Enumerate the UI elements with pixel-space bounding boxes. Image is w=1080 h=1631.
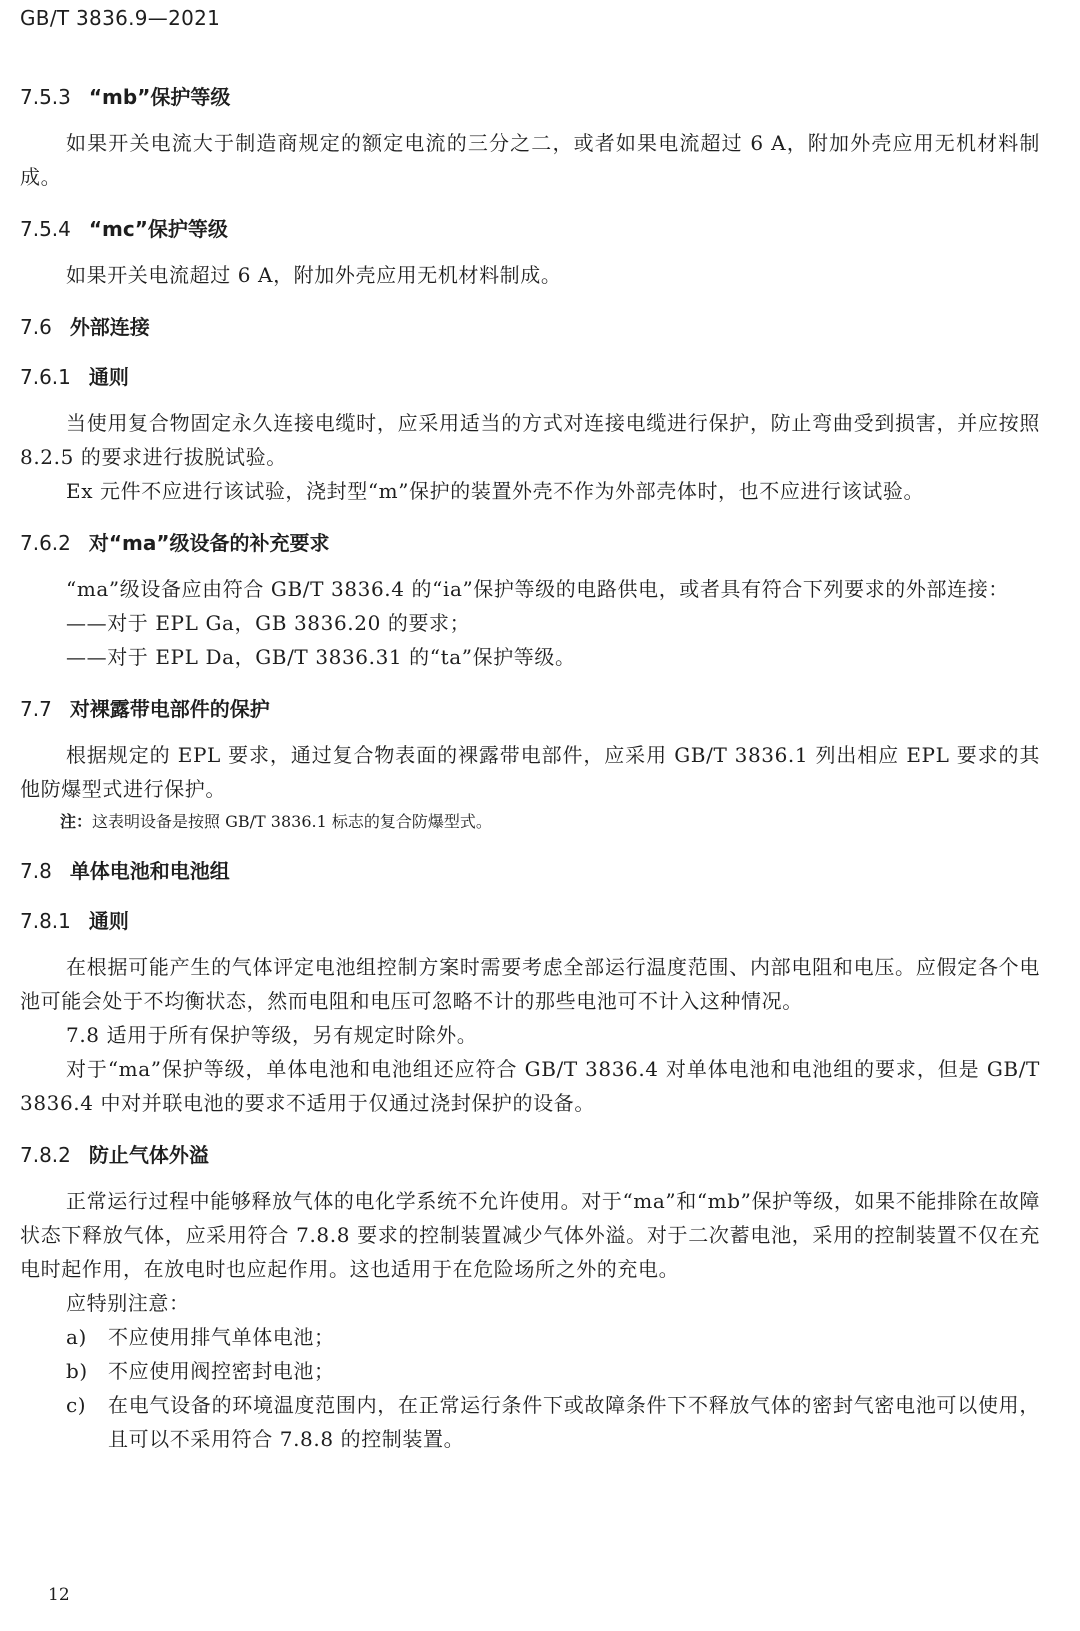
paragraph: 如果开关电流大于制造商规定的额定电流的三分之二，或者如果电流超过 6 A，附加外壳应用无机材料制成。 [20, 131, 1040, 189]
note [20, 808, 1040, 836]
paragraph: 7.8 适用于所有保护等级，另有规定时除外。 [66, 1023, 478, 1047]
section-heading [20, 312, 1040, 342]
section-title: 通则 [88, 365, 129, 389]
note-text: 这表明设备是按照 GB/T 3836.1 标志的复合防爆型式。 [92, 812, 492, 831]
paragraph: “ma”级设备应由符合 GB/T 3836.4 的“ia”保护等级的电路供电，或者具有符合下列要求的外部连接： [66, 577, 1009, 601]
list-item-marker: b) [66, 1359, 88, 1383]
section-number: 7.8 [20, 859, 52, 883]
page-number: 12 [48, 1585, 70, 1605]
standard-code: GB/T 3836.9—2021 [20, 6, 221, 30]
section-title: 通则 [88, 909, 129, 933]
section-title: 单体电池和电池组 [69, 859, 230, 883]
section-heading [20, 1140, 1040, 1170]
note-label: 注： [60, 812, 93, 831]
section-heading [20, 214, 1040, 244]
section-heading [20, 82, 1040, 112]
section-number: 7.6.1 [20, 365, 71, 389]
list-item [20, 1320, 1040, 1354]
section-number: 7.5.4 [20, 217, 71, 241]
list-item-text: 不应使用排气单体电池； [108, 1325, 335, 1349]
paragraph: 在根据可能产生的气体评定电池组控制方案时需要考虑全部运行温度范围、内部电阻和电压。应假定各个电池可能会处于不均衡状态，然而电阻和电压可忽略不计的那些电池可不计入这种情况。 [20, 955, 1040, 1013]
section-number: 7.5.3 [20, 85, 71, 109]
paragraph: 如果开关电流超过 6 A，附加外壳应用无机材料制成。 [66, 263, 562, 287]
section-title: 对裸露带电部件的保护 [69, 697, 270, 721]
paragraph: 根据规定的 EPL 要求，通过复合物表面的裸露带电部件，应采用 GB/T 3836.1 列出相应 EPL 要求的其他防爆型式进行保护。 [20, 743, 1040, 801]
section-heading [20, 528, 1040, 558]
section-number: 7.6.2 [20, 531, 71, 555]
list-item-text: 在电气设备的环境温度范围内，在正常运行条件下或故障条件下不释放气体的密封气密电池可以使用，且可以不采用符合 7.8.8 的控制装置。 [108, 1393, 1040, 1451]
paragraph: 正常运行过程中能够释放气体的电化学系统不允许使用。对于“ma”和“mb”保护等级，如果不能排除在故障状态下释放气体，应采用符合 7.8.8 要求的控制装置减少气体外溢。对于二次蓄电池，采用的控制装置不仅在充电时起作用，在放电时也应起作用。这也适用于在危险场所之外的充电。 [20, 1189, 1040, 1281]
section-number: 7.7 [20, 697, 52, 721]
section-title: “mc”保护等级 [88, 217, 228, 241]
list-item [20, 1388, 1040, 1456]
document-body [20, 82, 1040, 1456]
paragraph: Ex 元件不应进行该试验，浇封型“m”保护的装置外壳不作为外部壳体时，也不应进行该试验。 [66, 479, 925, 503]
section-number: 7.8.1 [20, 909, 71, 933]
section-heading [20, 694, 1040, 724]
list-item-text: 不应使用阀控密封电池； [108, 1359, 335, 1383]
dash-list-item: ——对于 EPL Da，GB/T 3836.31 的“ta”保护等级。 [66, 645, 576, 669]
paragraph: 应特别注意： [66, 1291, 190, 1315]
section-number: 7.6 [20, 315, 52, 339]
section-title: 防止气体外溢 [88, 1143, 209, 1167]
paragraph: 当使用复合物固定永久连接电缆时，应采用适当的方式对连接电缆进行保护，防止弯曲受到损害，并应按照 8.2.5 的要求进行拔脱试验。 [20, 411, 1040, 469]
list-item-marker: a) [66, 1325, 87, 1349]
section-heading [20, 906, 1040, 936]
list-item [20, 1354, 1040, 1388]
section-heading [20, 362, 1040, 392]
section-title: 对“ma”级设备的补充要求 [88, 531, 330, 555]
list-item-marker: c) [66, 1393, 87, 1417]
section-number: 7.8.2 [20, 1143, 71, 1167]
section-title: 外部连接 [69, 315, 150, 339]
paragraph: 对于“ma”保护等级，单体电池和电池组还应符合 GB/T 3836.4 对单体电池和电池组的要求，但是 GB/T 3836.4 中对并联电池的要求不适用于仅通过浇封保护的设备。 [20, 1057, 1040, 1115]
dash-list-item: ——对于 EPL Ga，GB 3836.20 的要求； [66, 611, 471, 635]
section-title: “mb”保护等级 [88, 85, 231, 109]
section-heading [20, 856, 1040, 886]
